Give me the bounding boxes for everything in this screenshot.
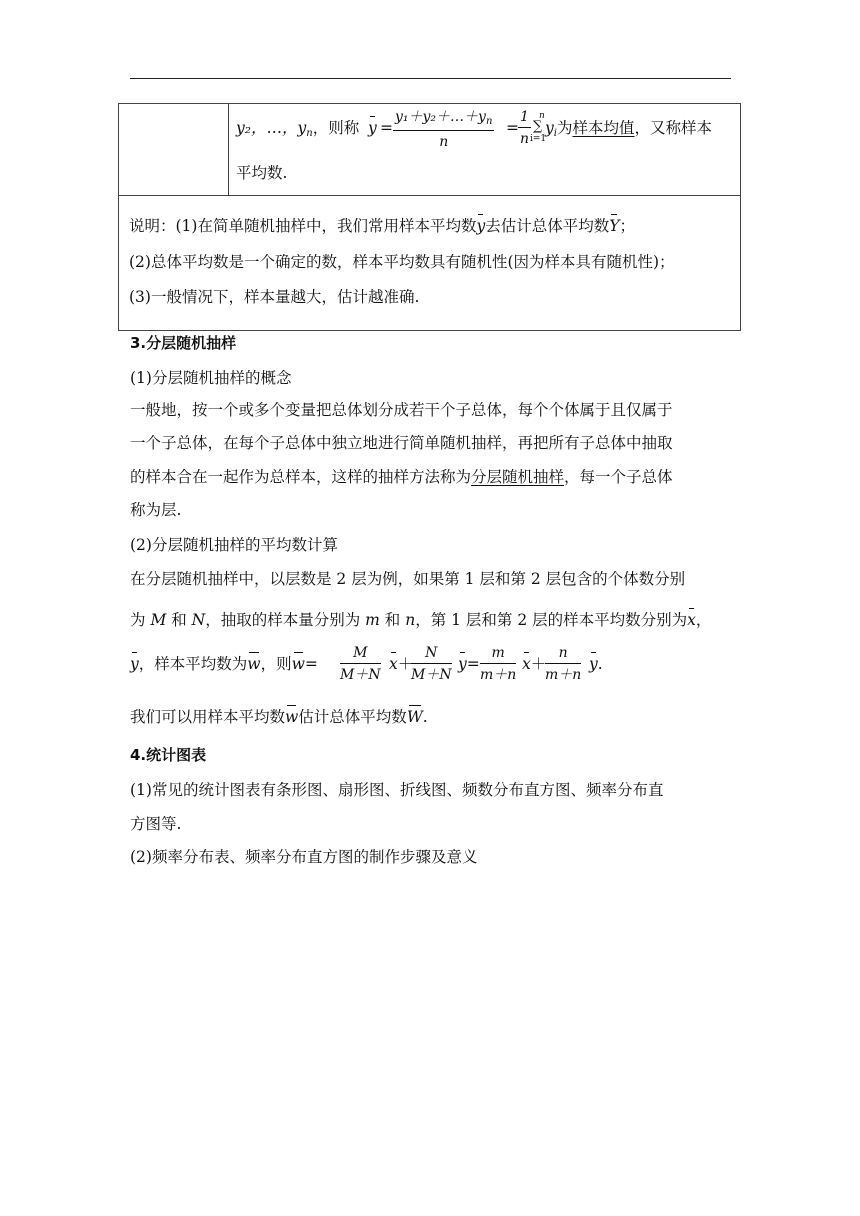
fraction-M-over-MN: $\frac{M}{M+N}$: [340, 645, 381, 683]
section-3-para-1-line-1: 一般地，按一个或多个变量把总体划分成若干个子总体，每个个体属于且仅属于: [130, 401, 673, 419]
equals-sign-2: =: [506, 119, 519, 137]
section-3-heading: 3.分层随机抽样: [130, 334, 237, 352]
section-3-sub-1: (1)分层随机抽样的概念: [130, 369, 292, 387]
fraction-N-over-MN: $\frac{N}{M+N}$: [411, 645, 452, 683]
note-line-3: (3)一般情况下，样本量越大，估计越准确.: [129, 288, 420, 306]
mean-fraction: $\frac{y_1+y_2+\dots+y_n}{n}$: [395, 109, 493, 150]
section-4-heading: 4.统计图表: [130, 746, 207, 764]
sample-mean-lead: y₂，…，$y_n$，则称: [236, 119, 360, 139]
term-stratified-sampling: 分层随机抽样: [471, 468, 565, 486]
section-3-para-1-line-3: 的样本合在一起作为总样本，这样的抽样方法称为分层随机抽样，每一个子总体: [130, 468, 673, 486]
ybar-symbol: y: [368, 119, 377, 137]
fraction-m-over-mn: $\frac{m}{m+n}$: [480, 645, 517, 683]
section-3-formula-lead: y，样本平均数为w，则w=: [130, 655, 318, 673]
fraction-n-over-mn: $\frac{n}{m+n}$: [545, 645, 582, 683]
one-over-n-fraction: $\frac{1}{n}$: [519, 109, 529, 147]
table-column-divider: [228, 104, 229, 196]
section-3-para-2-line-2: 为 M 和 N，抽取的样本量分别为 m 和 n，第 1 层和第 2 层的样本平均数分别为x，: [130, 611, 712, 629]
term-x-plus: x＋: [389, 655, 414, 673]
section-4-para-1-line-1: (1)常见的统计图表有条形图、扇形图、折线图、频数分布直方图、频率分布直: [130, 781, 664, 799]
section-4-para-1-line-2: 方图等.: [130, 815, 182, 833]
sum-lower-limit: i=1: [530, 134, 547, 144]
header-rule: [130, 78, 731, 79]
section-3-para-3: 我们可以用样本平均数w估计总体平均数W.: [130, 708, 428, 726]
term-x-plus-2: x＋: [522, 655, 547, 673]
note-line-1: 说明：(1)在简单随机抽样中，我们常用样本平均数y去估计总体平均数Y；: [129, 217, 635, 235]
term-y-eq: y=: [458, 655, 480, 673]
section-3-para-1-line-2: 一个子总体，在每个子总体中独立地进行简单随机抽样，再把所有子总体中抽取: [130, 434, 673, 452]
definition-line-2: 平均数.: [236, 164, 288, 182]
sum-term: $y_i$为样本均值，又称样本: [545, 119, 713, 139]
sum-upper-limit: n: [539, 111, 545, 121]
section-3-para-2-line-1: 在分层随机抽样中，以层数是 2 层为例，如果第 1 层和第 2 层包含的个体数分别: [130, 570, 686, 588]
section-4-para-2: (2)频率分布表、频率分布直方图的制作步骤及意义: [130, 848, 478, 866]
section-3-sub-2: (2)分层随机抽样的平均数计算: [130, 536, 338, 554]
term-y-period: y.: [589, 655, 603, 673]
note-line-2: (2)总体平均数是一个确定的数，样本平均数具有随机性(因为样本具有随机性)；: [129, 253, 675, 271]
section-3-para-1-line-4: 称为层.: [130, 501, 182, 519]
summation-symbol: ∑: [533, 119, 543, 134]
term-sample-mean: 样本均值: [572, 119, 635, 137]
equals-sign: =: [380, 119, 393, 137]
